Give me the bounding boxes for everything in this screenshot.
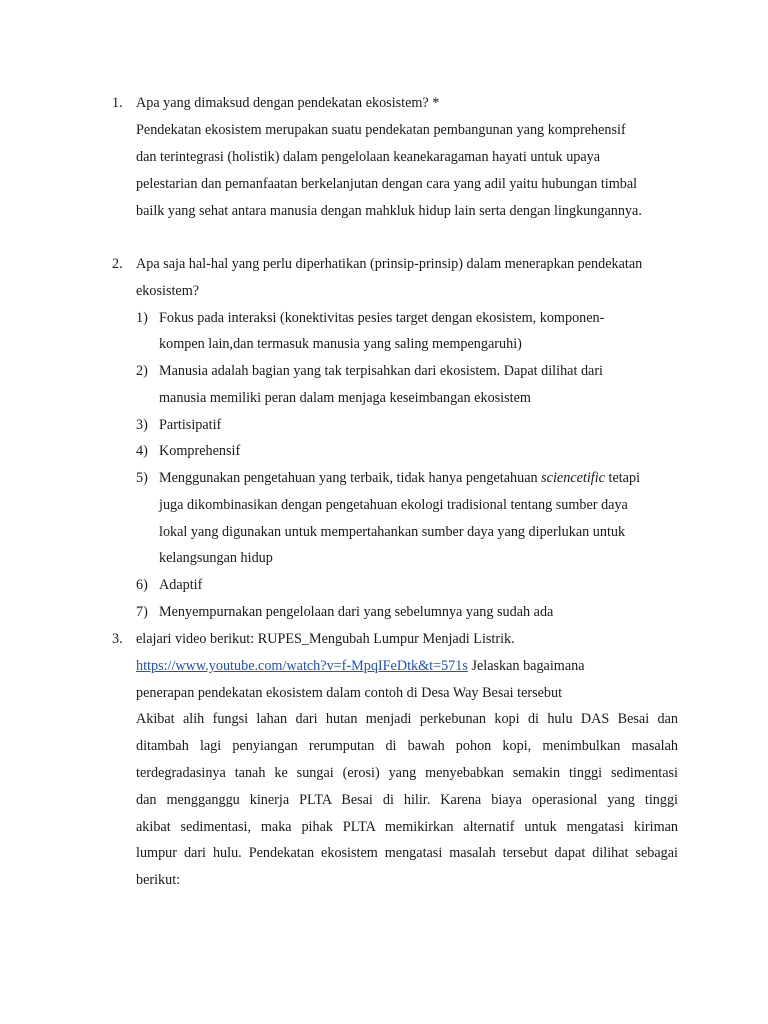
q2-item-line bbox=[159, 470, 640, 487]
q2-item-italic-term: sciencetific bbox=[541, 470, 605, 486]
q2-question-line: ekosistem? bbox=[136, 283, 200, 299]
q2-item-line: Partisipatif bbox=[159, 417, 222, 433]
q2-question-line: Apa saja hal-hal yang perlu diperhatikan (prinsip-prinsip) dalam menerapkan pendekatan bbox=[136, 256, 643, 272]
q2-item-line: lokal yang digunakan untuk mempertahankan sumber daya yang diperlukan untuk bbox=[159, 524, 626, 540]
q3-answer-line: dan mengganggu kinerja PLTA Besai di hilir. Karena biaya operasional yang tinggi bbox=[136, 792, 678, 808]
q3-question-text: Jelaskan bagaimana bbox=[467, 658, 585, 674]
q2-item-text: Menggunakan pengetahuan yang terbaik, tidak hanya pengetahuan bbox=[159, 470, 542, 486]
q3-answer-line: lumpur dari hulu. Pendekatan ekosistem mengatasi masalah tersebut dapat dilihat sebagai bbox=[136, 845, 678, 861]
q1-answer-line: bailk yang sehat antara manusia dengan mahkluk hidup lain serta dengan lingkungannya. bbox=[136, 203, 642, 219]
q1-answer-line: dan terintegrasi (holistik) dalam pengelolaan keanekaragaman hayati untuk upaya bbox=[136, 149, 601, 165]
q1-answer-line: Pendekatan ekosistem merupakan suatu pendekatan pembangunan yang komprehensif bbox=[136, 122, 626, 138]
q1-answer-line: pelestarian dan pemanfaatan berkelanjutan dengan cara yang adil yaitu hubungan timbal bbox=[136, 176, 638, 192]
q3-question-line: penerapan pendekatan ekosistem dalam contoh di Desa Way Besai tersebut bbox=[136, 685, 563, 701]
q2-item-line: Manusia adalah bagian yang tak terpisahkan dari ekosistem. Dapat dilihat dari bbox=[159, 363, 604, 379]
q1-number: 1. bbox=[112, 95, 123, 111]
q2-item-number: 4) bbox=[136, 443, 148, 459]
q3-answer-line: berikut: bbox=[136, 872, 181, 888]
q2-item-text: tetapi bbox=[604, 470, 641, 486]
q2-item-line: juga dikombinasikan dengan pengetahuan ekologi tradisional tentang sumber daya bbox=[159, 497, 628, 513]
q2-item-line: Adaptif bbox=[159, 577, 203, 593]
q2-item-number: 5) bbox=[136, 470, 148, 486]
q3-answer-line: ditambah lagi penyiangan rerumputan di bawah pohon kopi, menimbulkan masalah bbox=[136, 738, 678, 754]
youtube-video-link[interactable]: https://www.youtube.com/watch?v=f-MpqIFeDtk&t=571s bbox=[136, 658, 468, 674]
q2-number: 2. bbox=[112, 256, 123, 272]
q3-question-line: elajari video berikut: RUPES_Mengubah Lumpur Menjadi Listrik. bbox=[136, 631, 515, 647]
q2-item-line: kompen lain,dan termasuk manusia yang saling mempengaruhi) bbox=[159, 336, 522, 352]
q2-item-number: 3) bbox=[136, 417, 148, 433]
q3-answer-line: Akibat alih fungsi lahan dari hutan menjadi perkebunan kopi di hulu DAS Besai dan bbox=[136, 711, 678, 727]
q2-item-number: 2) bbox=[136, 363, 148, 379]
q2-item-number: 7) bbox=[136, 604, 148, 620]
q3-question-line bbox=[136, 658, 585, 675]
q2-item-line: Menyempurnakan pengelolaan dari yang sebelumnya yang sudah ada bbox=[159, 604, 554, 620]
q2-item-number: 1) bbox=[136, 310, 148, 326]
q2-item-line: manusia memiliki peran dalam menjaga keseimbangan ekosistem bbox=[159, 390, 531, 406]
q1-question: Apa yang dimaksud dengan pendekatan ekosistem? * bbox=[136, 95, 440, 111]
q3-answer-line: akibat sedimentasi, maka pihak PLTA memikirkan alternatif untuk mengatasi kiriman bbox=[136, 819, 678, 835]
q2-item-line: Fokus pada interaksi (konektivitas pesies target dengan ekosistem, komponen- bbox=[159, 310, 605, 326]
q3-answer-line: terdegradasinya tanah ke sungai (erosi) yang menyebabkan semakin tinggi sedimentasi bbox=[136, 765, 678, 781]
q2-item-line: kelangsungan hidup bbox=[159, 550, 273, 566]
q2-item-line: Komprehensif bbox=[159, 443, 241, 459]
q2-item-number: 6) bbox=[136, 577, 148, 593]
q3-number: 3. bbox=[112, 631, 123, 647]
